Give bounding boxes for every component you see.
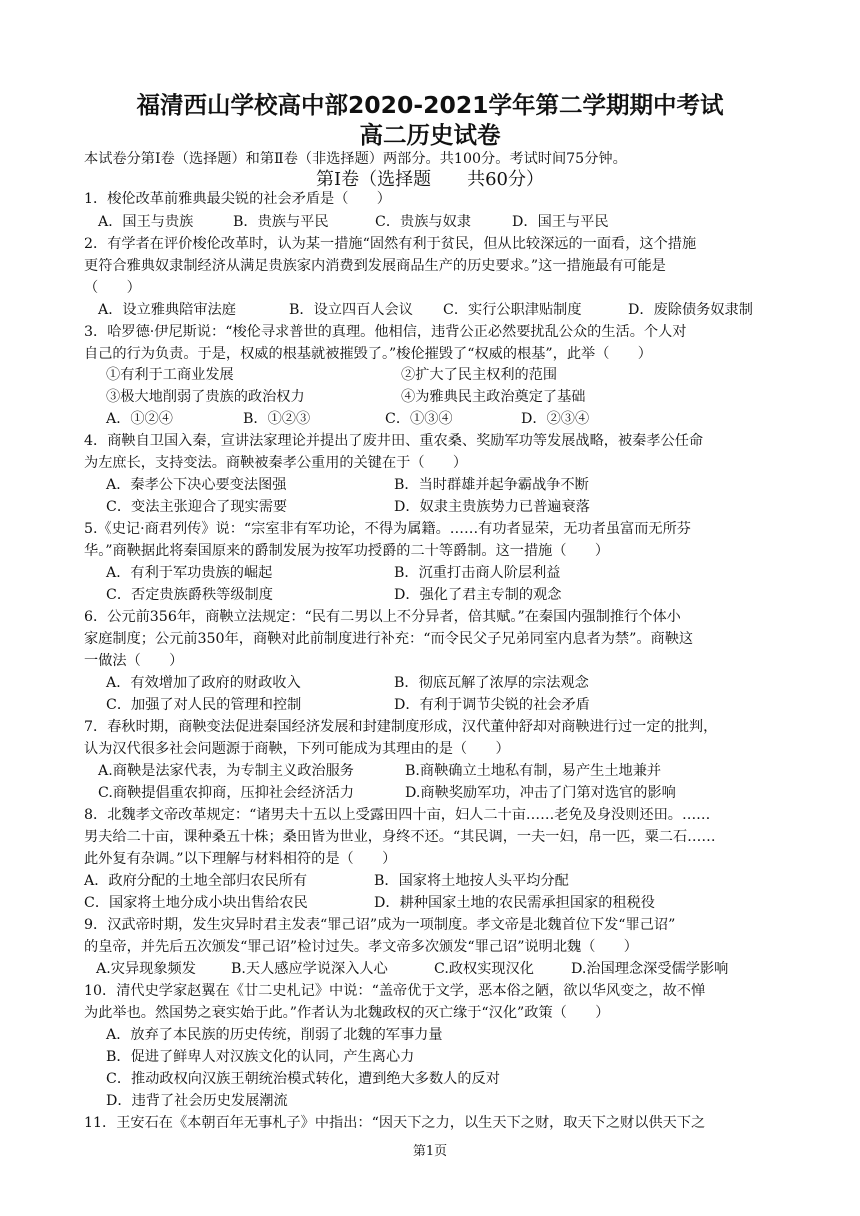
option-c: C.商鞅提倡重农抑商，压抑社会经济活力 <box>98 785 355 801</box>
question-line: 为左庶长，支持变法。商鞅被秦孝公重用的关键在于（ ） <box>84 455 468 471</box>
option-a: A．有效增加了政府的财政收入 <box>106 675 301 691</box>
option-d: D．②③④ <box>521 411 590 427</box>
question-line: 此外复有杂调。”以下理解与材料相符的是（ ） <box>84 851 397 867</box>
question-line: 男夫给二十亩，课种桑五十株；桑田皆为世业，身终不还。“其民调，一夫一妇，帛一匹，粟二石…… <box>84 829 716 845</box>
option-a: A．①②④ <box>106 411 173 427</box>
question-line: 8．北魏孝文帝改革规定：“诸男夫十五以上受露田四十亩，妇人二十亩……老免及身没则还田。…… <box>84 807 711 823</box>
option-c: C.政权实现汉化 <box>434 961 534 977</box>
option-c: C．加强了对人民的管理和控制 <box>106 697 302 713</box>
option-b: B．①②③ <box>243 411 311 427</box>
statement-1: ①有利于工商业发展 <box>106 367 234 383</box>
option-a: A．放弃了本民族的历史传统，削弱了北魏的军事力量 <box>106 1027 443 1043</box>
question-line: 认为汉代很多社会问题源于商鞅，下列可能成为其理由的是（ ） <box>84 741 510 757</box>
option-a: A．秦孝公下决心要变法图强 <box>106 477 287 493</box>
question-line: 4．商鞅自卫国入秦，宣讲法家理论并提出了废井田、重农桑、奖励军功等发展战略，被秦孝公任命 <box>84 433 704 449</box>
option-c: C．贵族与奴隶 <box>375 214 471 230</box>
option-a: A.灾异现象频发 <box>96 961 196 977</box>
option-a: A．政府分配的土地全部归农民所有 <box>84 873 308 889</box>
question-line: 10．清代史学家赵翼在《廿二史札记》中说：“盖帝优于文学，恶本俗之陋，欲以华风变之，故不惮 <box>84 983 706 999</box>
question-line: 为此举也。然国势之衰实始于此。”作者认为北魏政权的灭亡缘于“汉化”政策（ ） <box>84 1005 610 1021</box>
question-line: 2．有学者在评价梭伦改革时，认为某一措施“固然有利于贫民，但从比较深远的一面看，这个措施 <box>84 236 697 252</box>
option-b: B．促进了鲜卑人对汉族文化的认同，产生离心力 <box>106 1049 415 1065</box>
question-line: 更符合雅典奴隶制经济从满足贵族家内消费到发展商品生产的历史要求。”这一措施最有可能是 <box>84 258 666 274</box>
option-d: D．有利于调节尖锐的社会矛盾 <box>394 697 590 713</box>
question-line: 6．公元前356年，商鞅立法规定：“民有二男以上不分异者，倍其赋。”在秦国内强制推行个体小 <box>84 609 681 625</box>
question-line: 自己的行为负责。于是，权威的根基就被摧毁了。”梭伦摧毁了“权威的根基”，此举（ ） <box>84 346 652 362</box>
question-line: 华。”商鞅据此将秦国原来的爵制发展为按军功授爵的二十等爵制。这一措施（ ） <box>84 543 610 559</box>
question-line: 家庭制度；公元前350年，商鞅对此前制度进行补充：“而令民父子兄弟同室内息者为禁”。商鞅这 <box>84 631 694 647</box>
question-line: 9．汉武帝时期，发生灾异时君主发表“罪己诏”成为一项制度。孝文帝是北魏首位下发“罪己诏” <box>84 917 676 933</box>
exam-intro: 本试卷分第Ⅰ卷（选择题）和第Ⅱ卷（非选择题）两部分。共100分。考试时间75分钟。 <box>84 151 627 167</box>
option-b: B.商鞅确立土地私有制，易产生土地兼并 <box>405 763 662 779</box>
exam-subtitle: 高二历史试卷 <box>359 121 501 149</box>
option-c: C．①③④ <box>385 411 453 427</box>
option-c: C．实行公职津贴制度 <box>443 302 582 318</box>
question-line: 一做法（ ） <box>84 653 184 669</box>
option-c: C．国家将土地分成小块出售给农民 <box>84 895 308 911</box>
question-line: 7．春秋时期，商鞅变法促进秦国经济发展和封建制度形成，汉代董仲舒却对商鞅进行过一定的批判， <box>84 719 718 735</box>
question-line: 的皇帝，并先后五次颁发“罪己诏”检讨过失。孝文帝多次颁发“罪己诏”说明北魏（ ） <box>84 939 638 955</box>
exam-title: 福清西山学校高中部2020-2021学年第二学期期中考试 <box>136 91 724 119</box>
option-c: C．否定贵族爵秩等级制度 <box>106 587 273 603</box>
page-number: 第1页 <box>412 1144 448 1159</box>
statement-2: ②扩大了民主权利的范围 <box>401 367 558 383</box>
option-a: A．国王与贵族 <box>98 214 194 230</box>
section-heading: 第Ⅰ卷（选择题 共60分） <box>315 169 544 190</box>
option-c: C．变法主张迎合了现实需要 <box>106 499 288 515</box>
option-d: D．强化了君主专制的观念 <box>394 587 562 603</box>
option-b: B.天人感应学说深入人心 <box>231 961 388 977</box>
statement-4: ④为雅典民主政治奠定了基础 <box>401 389 586 405</box>
option-c: C．推动政权向汉族王朝统治模式转化，遭到绝大多数人的反对 <box>106 1071 500 1087</box>
option-d: D．耕种国家土地的农民需承担国家的租税役 <box>374 895 655 911</box>
question-line: （ ） <box>84 280 141 296</box>
option-d: D．违背了社会历史发展潮流 <box>106 1093 288 1109</box>
option-d: D．奴隶主贵族势力已普遍衰落 <box>394 499 590 515</box>
option-b: B．设立四百人会议 <box>289 302 413 318</box>
question-line: 5.《史记·商君列传》说：“宗室非有军功论，不得为属籍。……有功者显荣，无功者虽富而无所芬 <box>84 521 691 537</box>
question-line: 11．王安石在《本朝百年无事札子》中指出：“因天下之力，以生天下之财，取天下之财以供天下之 <box>84 1115 706 1131</box>
option-b: B．国家将土地按人头平均分配 <box>374 873 569 889</box>
statement-3: ③极大地削弱了贵族的政治权力 <box>106 389 305 405</box>
option-a: A．设立雅典陪审法庭 <box>98 302 236 318</box>
question-line: 1．梭伦改革前雅典最尖锐的社会矛盾是（ ） <box>84 191 391 207</box>
option-d: D.治国理念深受儒学影响 <box>571 961 729 977</box>
option-b: B．沉重打击商人阶层利益 <box>394 565 561 581</box>
option-b: B．彻底瓦解了浓厚的宗法观念 <box>394 675 589 691</box>
question-line: 3．哈罗德·伊尼斯说：“梭伦寻求普世的真理。他相信，违背公正必然要扰乱公众的生活。个人对 <box>84 324 687 340</box>
option-d: D.商鞅奖励军功，冲击了门第对选官的影响 <box>405 785 676 801</box>
option-d: D．废除债务奴隶制 <box>628 302 753 318</box>
option-d: D．国王与平民 <box>512 214 609 230</box>
option-a: A．有利于军功贵族的崛起 <box>106 565 273 581</box>
option-a: A.商鞅是法家代表，为专制主义政治服务 <box>98 763 354 779</box>
option-b: B．贵族与平民 <box>233 214 329 230</box>
option-b: B．当时群雄并起争霸战争不断 <box>394 477 589 493</box>
